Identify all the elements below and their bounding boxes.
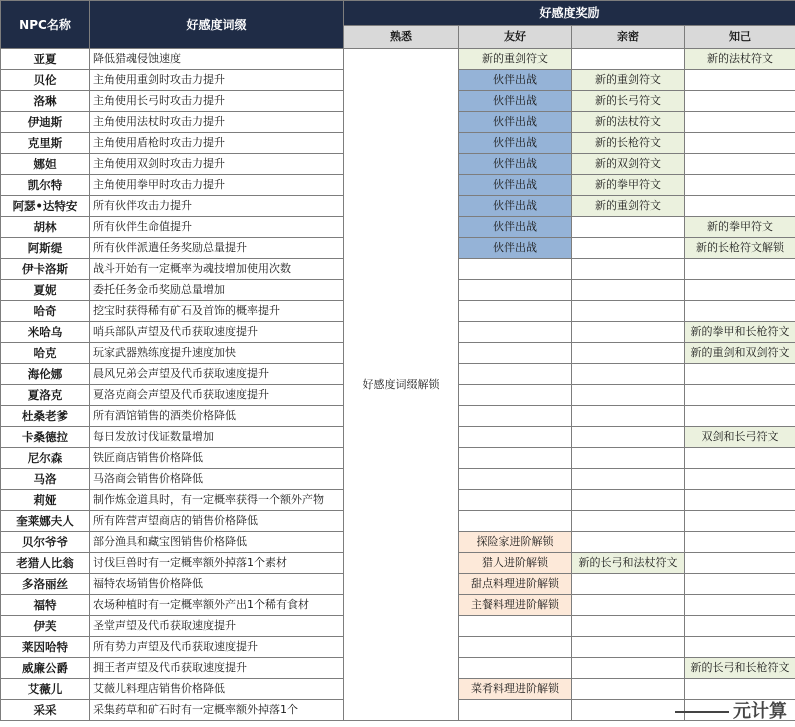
confidant-reward-cell <box>685 301 795 322</box>
friendly-reward-cell: 猎人进阶解锁 <box>459 553 572 574</box>
friendly-reward-cell <box>459 637 572 658</box>
confidant-reward-cell: 新的拳甲和长枪符文 <box>685 322 795 343</box>
npc-name-cell: 阿斯缇 <box>1 238 90 259</box>
npc-name-cell: 克里斯 <box>1 133 90 154</box>
close-reward-cell <box>572 490 685 511</box>
friendly-reward-cell <box>459 448 572 469</box>
npc-name-cell: 凯尔特 <box>1 175 90 196</box>
friendly-reward-cell: 伙伴出战 <box>459 154 572 175</box>
confidant-reward-cell <box>685 490 795 511</box>
close-reward-cell <box>572 511 685 532</box>
close-reward-cell: 新的重剑符文 <box>572 70 685 91</box>
npc-name-cell: 胡林 <box>1 217 90 238</box>
confidant-reward-cell: 新的重剑和双剑符文 <box>685 343 795 364</box>
npc-name-cell: 老猎人比翁 <box>1 553 90 574</box>
affinity-phrase-cell: 所有酒馆销售的酒类价格降低 <box>90 406 344 427</box>
npc-name-cell: 娜妲 <box>1 154 90 175</box>
affinity-phrase-cell: 挖宝时获得稀有矿石及首饰的概率提升 <box>90 301 344 322</box>
affinity-phrase-cell: 主角使用盾枪时攻击力提升 <box>90 133 344 154</box>
close-reward-cell: 新的重剑符文 <box>572 196 685 217</box>
affinity-phrase-cell: 玩家武器熟练度提升速度加快 <box>90 343 344 364</box>
close-reward-cell <box>572 637 685 658</box>
close-reward-cell <box>572 217 685 238</box>
close-reward-cell: 新的拳甲符文 <box>572 175 685 196</box>
confidant-reward-cell <box>685 133 795 154</box>
affinity-phrase-cell: 艾薇儿料理店销售价格降低 <box>90 679 344 700</box>
confidant-reward-cell <box>685 511 795 532</box>
close-reward-cell: 新的长枪符文 <box>572 133 685 154</box>
friendly-reward-cell: 伙伴出战 <box>459 70 572 91</box>
affinity-phrase-cell: 每日发放讨伐证数量增加 <box>90 427 344 448</box>
friendly-reward-cell <box>459 406 572 427</box>
close-reward-cell <box>572 385 685 406</box>
friendly-reward-cell: 新的重剑符文 <box>459 49 572 70</box>
npc-name-cell: 洛琳 <box>1 91 90 112</box>
close-reward-cell <box>572 301 685 322</box>
friendly-reward-cell: 伙伴出战 <box>459 133 572 154</box>
affinity-phrase-cell: 主角使用双剑时攻击力提升 <box>90 154 344 175</box>
close-reward-cell <box>572 595 685 616</box>
confidant-reward-cell <box>685 574 795 595</box>
confidant-reward-cell <box>685 385 795 406</box>
npc-name-cell: 海伦娜 <box>1 364 90 385</box>
npc-name-cell: 莉娅 <box>1 490 90 511</box>
confidant-reward-cell <box>685 532 795 553</box>
confidant-reward-cell <box>685 616 795 637</box>
affinity-phrase-cell: 战斗开始有一定概率为魂技增加使用次数 <box>90 259 344 280</box>
close-reward-cell <box>572 364 685 385</box>
confidant-reward-cell <box>685 448 795 469</box>
familiar-merged-cell: 好感度词缀解锁 <box>344 49 459 721</box>
affinity-phrase-cell: 农场种植时有一定概率额外产出1个稀有食材 <box>90 595 344 616</box>
close-reward-cell <box>572 679 685 700</box>
close-reward-cell <box>572 658 685 679</box>
header-level-friendly: 友好 <box>459 26 572 49</box>
close-reward-cell: 新的长弓符文 <box>572 91 685 112</box>
affinity-phrase-cell: 部分渔具和藏宝图销售价格降低 <box>90 532 344 553</box>
confidant-reward-cell <box>685 154 795 175</box>
npc-name-cell: 伊迪斯 <box>1 112 90 133</box>
affinity-phrase-cell: 讨伐巨兽时有一定概率额外掉落1个素材 <box>90 553 344 574</box>
npc-name-cell: 伊芙 <box>1 616 90 637</box>
friendly-reward-cell <box>459 385 572 406</box>
close-reward-cell <box>572 343 685 364</box>
npc-name-cell: 马洛 <box>1 469 90 490</box>
header-affinity-reward: 好感度奖励 <box>344 1 795 26</box>
confidant-reward-cell <box>685 469 795 490</box>
npc-name-cell: 哈克 <box>1 343 90 364</box>
header-level-close: 亲密 <box>572 26 685 49</box>
friendly-reward-cell <box>459 343 572 364</box>
confidant-reward-cell <box>685 364 795 385</box>
affinity-phrase-cell: 所有伙伴生命值提升 <box>90 217 344 238</box>
friendly-reward-cell <box>459 469 572 490</box>
confidant-reward-cell: 双剑和长弓符文 <box>685 427 795 448</box>
npc-name-cell: 夏妮 <box>1 280 90 301</box>
close-reward-cell: 新的法杖符文 <box>572 112 685 133</box>
confidant-reward-cell <box>685 637 795 658</box>
close-reward-cell <box>572 280 685 301</box>
npc-name-cell: 亚夏 <box>1 49 90 70</box>
close-reward-cell <box>572 469 685 490</box>
confidant-reward-cell: 新的拳甲符文 <box>685 217 795 238</box>
npc-name-cell: 伊卡洛斯 <box>1 259 90 280</box>
npc-name-cell: 米哈乌 <box>1 322 90 343</box>
confidant-reward-cell: 新的长弓和长枪符文 <box>685 658 795 679</box>
friendly-reward-cell <box>459 280 572 301</box>
affinity-phrase-cell: 哨兵部队声望及代币获取速度提升 <box>90 322 344 343</box>
friendly-reward-cell <box>459 511 572 532</box>
npc-name-cell: 福特 <box>1 595 90 616</box>
affinity-phrase-cell: 委托任务金币奖励总量增加 <box>90 280 344 301</box>
friendly-reward-cell <box>459 700 572 721</box>
friendly-reward-cell: 菜肴料理进阶解锁 <box>459 679 572 700</box>
close-reward-cell: 新的长弓和法杖符文 <box>572 553 685 574</box>
close-reward-cell <box>572 532 685 553</box>
close-reward-cell <box>572 238 685 259</box>
affinity-phrase-cell: 马洛商会销售价格降低 <box>90 469 344 490</box>
header-level-confidant: 知己 <box>685 26 795 49</box>
friendly-reward-cell: 伙伴出战 <box>459 175 572 196</box>
close-reward-cell <box>572 616 685 637</box>
affinity-phrase-cell: 拥王者声望及代币获取速度提升 <box>90 658 344 679</box>
confidant-reward-cell <box>685 175 795 196</box>
friendly-reward-cell <box>459 616 572 637</box>
affinity-phrase-cell: 铁匠商店销售价格降低 <box>90 448 344 469</box>
affinity-phrase-cell: 主角使用长弓时攻击力提升 <box>90 91 344 112</box>
npc-name-cell: 夏洛克 <box>1 385 90 406</box>
friendly-reward-cell: 探险家进阶解锁 <box>459 532 572 553</box>
header-level-familiar: 熟悉 <box>344 26 459 49</box>
close-reward-cell <box>572 49 685 70</box>
confidant-reward-cell <box>685 553 795 574</box>
affinity-phrase-cell: 圣堂声望及代币获取速度提升 <box>90 616 344 637</box>
affinity-phrase-cell: 所有势力声望及代币获取速度提升 <box>90 637 344 658</box>
friendly-reward-cell: 伙伴出战 <box>459 196 572 217</box>
affinity-phrase-cell: 主角使用法杖时攻击力提升 <box>90 112 344 133</box>
npc-name-cell: 奎莱娜夫人 <box>1 511 90 532</box>
confidant-reward-cell: 新的法杖符文 <box>685 49 795 70</box>
confidant-reward-cell <box>685 259 795 280</box>
affinity-phrase-cell: 所有阵营声望商店的销售价格降低 <box>90 511 344 532</box>
close-reward-cell <box>572 574 685 595</box>
close-reward-cell <box>572 700 685 721</box>
friendly-reward-cell <box>459 427 572 448</box>
confidant-reward-cell <box>685 91 795 112</box>
confidant-reward-cell <box>685 280 795 301</box>
header-npc-name: NPC名称 <box>1 1 90 49</box>
confidant-reward-cell <box>685 595 795 616</box>
friendly-reward-cell: 伙伴出战 <box>459 112 572 133</box>
close-reward-cell <box>572 322 685 343</box>
close-reward-cell <box>572 427 685 448</box>
friendly-reward-cell: 伙伴出战 <box>459 238 572 259</box>
affinity-phrase-cell: 采集药草和矿石时有一定概率额外掉落1个 <box>90 700 344 721</box>
affinity-phrase-cell: 主角使用拳甲时攻击力提升 <box>90 175 344 196</box>
npc-name-cell: 贝伦 <box>1 70 90 91</box>
confidant-reward-cell <box>685 112 795 133</box>
affinity-phrase-cell: 夏洛克商会声望及代币获取速度提升 <box>90 385 344 406</box>
affinity-phrase-cell: 主角使用重剑时攻击力提升 <box>90 70 344 91</box>
friendly-reward-cell <box>459 658 572 679</box>
npc-name-cell: 阿瑟•达特安 <box>1 196 90 217</box>
watermark-line <box>675 711 729 713</box>
confidant-reward-cell <box>685 406 795 427</box>
npc-name-cell: 杜桑老爹 <box>1 406 90 427</box>
affinity-phrase-cell: 所有伙伴派遣任务奖励总量提升 <box>90 238 344 259</box>
npc-name-cell: 艾薇儿 <box>1 679 90 700</box>
npc-name-cell: 哈奇 <box>1 301 90 322</box>
close-reward-cell <box>572 448 685 469</box>
friendly-reward-cell <box>459 322 572 343</box>
friendly-reward-cell: 伙伴出战 <box>459 91 572 112</box>
watermark <box>675 697 787 723</box>
npc-name-cell: 尼尔森 <box>1 448 90 469</box>
table-row <box>1 49 795 70</box>
friendly-reward-cell: 甜点料理进阶解锁 <box>459 574 572 595</box>
friendly-reward-cell: 主餐料理进阶解锁 <box>459 595 572 616</box>
close-reward-cell <box>572 259 685 280</box>
close-reward-cell <box>572 406 685 427</box>
affinity-phrase-cell: 所有伙伴攻击力提升 <box>90 196 344 217</box>
npc-name-cell: 多洛丽丝 <box>1 574 90 595</box>
close-reward-cell: 新的双剑符文 <box>572 154 685 175</box>
npc-name-cell: 莱因哈特 <box>1 637 90 658</box>
friendly-reward-cell <box>459 301 572 322</box>
npc-name-cell: 威廉公爵 <box>1 658 90 679</box>
affinity-phrase-cell: 福特农场销售价格降低 <box>90 574 344 595</box>
watermark-text: 元计算 <box>733 701 787 722</box>
affinity-phrase-cell: 降低猎魂侵蚀速度 <box>90 49 344 70</box>
friendly-reward-cell: 伙伴出战 <box>459 217 572 238</box>
npc-name-cell: 卡桑德拉 <box>1 427 90 448</box>
confidant-reward-cell: 新的长枪符文解锁 <box>685 238 795 259</box>
friendly-reward-cell <box>459 259 572 280</box>
affinity-phrase-cell: 晨风兄弟会声望及代币获取速度提升 <box>90 364 344 385</box>
npc-name-cell: 采采 <box>1 700 90 721</box>
friendly-reward-cell <box>459 490 572 511</box>
npc-name-cell: 贝尔爷爷 <box>1 532 90 553</box>
friendly-reward-cell <box>459 364 572 385</box>
confidant-reward-cell <box>685 196 795 217</box>
confidant-reward-cell <box>685 70 795 91</box>
affinity-phrase-cell: 制作炼金道具时，有一定概率获得一个额外产物 <box>90 490 344 511</box>
header-affinity-phrase: 好感度词缀 <box>90 1 344 49</box>
table-body <box>1 49 795 721</box>
